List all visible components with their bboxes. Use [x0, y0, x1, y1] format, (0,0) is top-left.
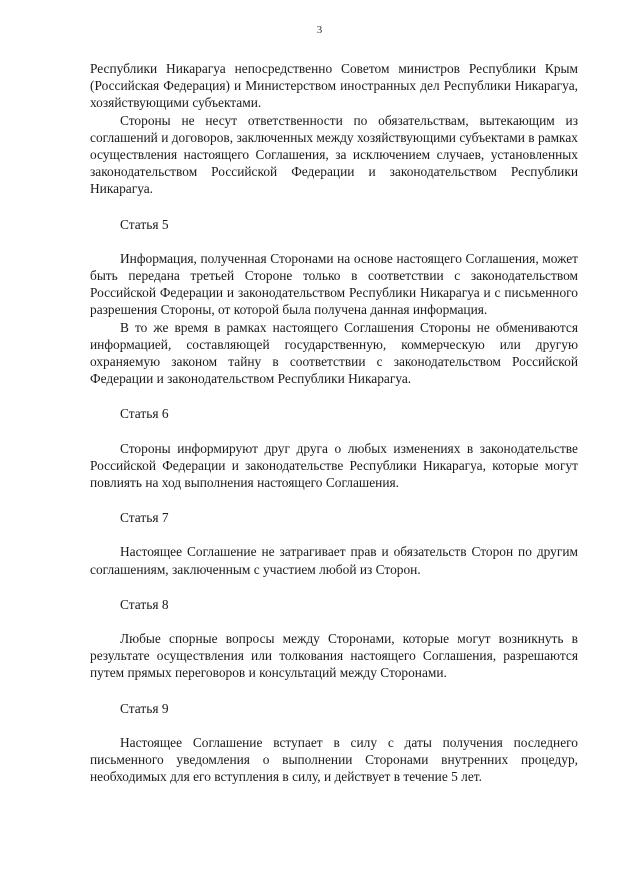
article-heading: Статья 5 — [120, 216, 169, 232]
article-heading: Статья 8 — [120, 596, 169, 612]
paragraph-continuation: Республики Никарагуа непосредственно Советом министров Республики Крым (Российская Федерация) и Министерством иностранных дел Республики Никарагуа, хозяйствующими субъектами. — [90, 61, 578, 111]
article-paragraph: Стороны информируют друг друга о любых изменениях в законодательстве Российской Федерации и законодательстве Республики Никарагуа, которые могут повлиять на ход выполнения настоящего Соглашения. — [90, 440, 578, 491]
article-heading: Статья 6 — [120, 406, 169, 422]
article-paragraph: Настоящее Соглашение вступает в силу с даты получения последнего письменного уведомления о выполнении Сторонами внутренних процедур, необходимых для его вступления в силу, и действует в течение 5 лет. — [90, 734, 578, 785]
article-paragraph: Информация, полученная Сторонами на основе настоящего Соглашения, может быть передана третьей Стороне только в соответствии с законодательством Российской Федерации и законодательством Республики Никарагуа и с письменного разрешения Стороны, от которой была получена данная информация. — [90, 250, 578, 318]
article-heading: Статья 9 — [120, 700, 169, 716]
article-8 — [90, 596, 578, 682]
article-heading: Статья 7 — [120, 510, 169, 526]
article-6 — [90, 405, 578, 491]
article-paragraph: В то же время в рамках настоящего Соглашения Стороны не обмениваются информацией, составляющей государственную, коммерческую или другую охраняемую законом тайну в соответствии с законодательством Российской Федерации и законодательством Республики Никарагуа. — [90, 319, 578, 387]
article-5 — [90, 216, 578, 388]
article-paragraph: Любые спорные вопросы между Сторонами, которые могут возникнуть в результате осуществления или толкования настоящего Соглашения, разрешаются путем прямых переговоров и консультаций между Сторонами. — [90, 631, 578, 681]
article-7 — [90, 509, 578, 578]
article-paragraph: Настоящее Соглашение не затрагивает прав и обязательств Сторон по другим соглашениям, заключенным с участием любой из Сторон. — [90, 544, 578, 577]
article-9 — [90, 700, 578, 786]
paragraph-liability: Стороны не несут ответственности по обязательствам, вытекающим из соглашений и договоров, заключенных между хозяйствующими субъектами в рамках осуществления настоящего Соглашения, за исключением случаев, установленных законодательством Российской Федерации и законодательством Республики Никарагуа. — [90, 112, 578, 197]
document-body — [90, 60, 578, 786]
page-number: 3 — [316, 24, 323, 36]
